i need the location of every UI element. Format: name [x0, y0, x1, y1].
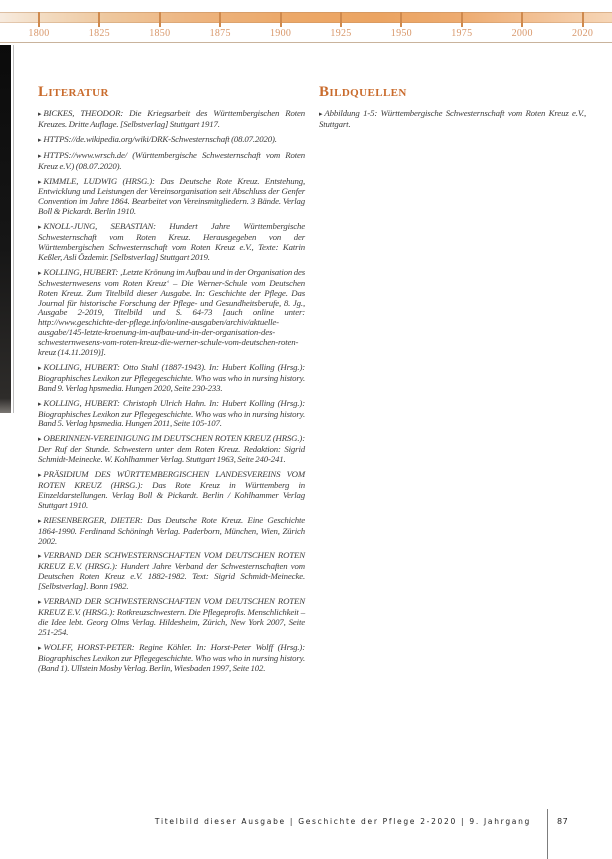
bibliography-entry-text: BICKES, THEODOR: Die Kriegsarbeit des Württembergischen Roten Kreuzes. Dritte Auflage. [Selbstverlag] Stuttgart 1917.: [38, 108, 305, 129]
entry-bullet-icon: ▸: [38, 399, 42, 408]
bibliography-entry: [38, 109, 305, 130]
bibliography-entry-text: KOLLING, HUBERT: ‚Letzte Krönung im Aufbau und in der Organisation des Schwesternwesens vom Roten Kreuz‘ – Die Werner-Schule vom Deutschen Roten Kreuz. Zum Titelbild dieser Ausgabe. In: Geschichte der Pflege. Das Journal für historische Forschung der Pflege- und Gesundheitsberufe, 8. Jg., Ausgabe 2-2019, Titelbild und S. 64-73 [auch online unter: http://www.geschichte-der-pflege.info/online-ausgaben/archiv/aktuelle-ausgabe/145-letzte-kroenung-im-aufbau-und-in-der-organisation-des-schwesternwesens-vom-roten-kreuz-die-werner-schule-vom-deutschen-roten-kreuz (14.11.2019)].: [38, 266, 305, 358]
footer-divider: [547, 809, 548, 859]
entry-bullet-icon: ▸: [38, 471, 42, 480]
entry-bullet-icon: ▸: [38, 110, 42, 118]
bibliography-entry-text: KOLLING, HUBERT: Otto Stahl (1887-1943). In: Hubert Kolling (Hrsg.): Biographisches Lexikon zur Pflegegeschichte. Who was who in nursing history. Band 9. Verlag hpsmedia. Hungen 2020, Seite 230-233.: [38, 361, 305, 393]
bibliography-entry-text: KOLLING, HUBERT: Christoph Ulrich Hahn. In: Hubert Kolling (Hrsg.): Biographisches Lexikon zur Pflegegeschichte. Who was who in nursing history. Band 5. Verlag hpsmedia. Hungen 2011, Seite 105-107.: [38, 397, 305, 429]
entry-bullet-icon: ▸: [38, 435, 42, 444]
timeline-year-label: 1925: [330, 28, 352, 39]
timeline-year-label: 1800: [28, 28, 50, 39]
bibliography-entry: [38, 222, 305, 263]
content-columns: [38, 84, 586, 678]
timeline-tick-icon: [340, 12, 342, 27]
image-source-entry-text: Abbildung 1-5: Württembergische Schwesternschaft vom Roten Kreuz e.V., Stuttgart.: [319, 108, 586, 129]
bibliography-entry: [38, 363, 305, 394]
timeline-tick-icon: [159, 12, 161, 27]
timeline-year-label: 1875: [209, 28, 231, 39]
entry-bullet-icon: ▸: [38, 552, 42, 561]
scan-edge-strip: [0, 45, 11, 413]
bibliography-entry: [38, 399, 305, 430]
timeline-year-label: 1975: [451, 28, 473, 39]
footer-running-title: Titelbild dieser Ausgabe | Geschichte der Pflege 2-2020 | 9. Jahrgang: [154, 817, 531, 826]
entry-bullet-icon: ▸: [319, 110, 323, 118]
bibliography-entry-text: KNOLL-JUNG, SEBASTIAN: Hundert Jahre Württembergische Schwesternschaft vom Roten Kreuz. Herausgegeben von der Württembergischen Schwesternschaft vom Roten Kreuz e.V., Texte: Katrin Keßler, Asli Özdemir. [Selbstverlag] Stuttgart 2019.: [38, 221, 305, 262]
timeline-tick-icon: [582, 12, 584, 27]
timeline-tick-icon: [38, 12, 40, 27]
timeline-tick-icon: [98, 12, 100, 27]
entry-bullet-icon: ▸: [38, 135, 42, 144]
bibliography-entry: [38, 151, 305, 172]
timeline-year-label: 1950: [390, 28, 412, 39]
entry-bullet-icon: ▸: [38, 223, 42, 232]
page-number: 87: [557, 817, 569, 826]
scan-edge-line: [13, 45, 14, 413]
timeline-year-label: 1825: [88, 28, 110, 39]
timeline: [0, 0, 612, 46]
bibliography-entry: [38, 434, 305, 465]
timeline-tick-icon: [219, 12, 221, 27]
bibliography-entry-text: HTTPS://de.wikipedia.org/wiki/DRK-Schwesternschaft (08.07.2020).: [43, 133, 277, 144]
bildquellen-heading: Bildquellen: [319, 84, 407, 100]
timeline-band: [0, 12, 612, 23]
bibliography-entry-text: OBERINNEN-VEREINIGUNG IM DEUTSCHEN ROTEN KREUZ (HRSG.): Der Ruf der Stunde. Schwestern unter dem Roten Kreuz. Redaktion: Sigrid Schmidt-Meinecke. W. Kohlhammer Verlag. Stuttgart 1963, Seite 240-241.: [38, 433, 305, 465]
literatur-heading: Literatur: [38, 84, 109, 100]
timeline-tick-icon: [521, 12, 523, 27]
bibliography-entry: [38, 551, 305, 592]
bibliography-entry: [38, 597, 305, 638]
bibliography-entry: [38, 470, 305, 511]
bibliography-entry-text: RIESENBERGER, DIETER: Das Deutsche Rote Kreuz. Eine Geschichte 1864-1990. Ferdinand Schöningh Verlag. Paderborn, München, Wien, Zürich 2002.: [38, 514, 305, 546]
timeline-tick-icon: [280, 12, 282, 27]
entry-bullet-icon: ▸: [38, 151, 42, 160]
literatur-entries: [38, 109, 305, 673]
entry-bullet-icon: ▸: [38, 516, 42, 525]
bibliography-entry: [38, 643, 305, 674]
entry-bullet-icon: ▸: [38, 177, 42, 186]
bibliography-entry: [38, 516, 305, 547]
timeline-underline: [0, 42, 612, 43]
timeline-tick-icon: [400, 12, 402, 27]
entry-bullet-icon: ▸: [38, 598, 42, 607]
entry-bullet-icon: ▸: [38, 363, 42, 372]
bibliography-entry: [38, 268, 305, 358]
timeline-tick-icon: [461, 12, 463, 27]
bildquellen-entries: [319, 109, 586, 130]
timeline-year-label: 2000: [511, 28, 533, 39]
entry-bullet-icon: ▸: [38, 643, 42, 652]
bibliography-entry-text: KIMMLE, LUDWIG (HRSG.): Das Deutsche Rote Kreuz. Entstehung, Entwicklung und Leistungen der Vereinsorganisation seit Abschluss der Genfer Convention im Jahre 1864. Bearbeitet von Vereinsmitgliedern. 3 Bände. Verlag Boll & Pickardt. Berlin 1910.: [38, 175, 305, 217]
bibliography-entry: [38, 135, 305, 146]
image-source-entry: [319, 109, 586, 130]
bibliography-entry-text: VERBAND DER SCHWESTERNSCHAFTEN VOM DEUTSCHEN ROTEN KREUZ E.V. (HRSG.): Hundert Jahre Verband der Schwesternschaften vom Deutschen Roten Kreuz e.V. 1882-1982. Text: Sigrid Schmidt-Meinecke. [Selbstverlag]. Bonn 1982.: [38, 550, 305, 592]
bibliography-entry-text: VERBAND DER SCHWESTERNSCHAFTEN VOM DEUTSCHEN ROTEN KREUZ E.V. (HRSG.): Rotkreuzschwestern. Die Pflegeprofis. Menschlichkeit – die Idee lebt. Georg Olms Verlag. Hildesheim, Zürich, New York 2007, Seite 251-254.: [38, 596, 305, 637]
bildquellen-column: [319, 84, 586, 678]
bibliography-entry-text: PRÄSIDIUM DES WÜRTTEMBERGISCHEN LANDESVEREINS VOM ROTEN KREUZ (HRSG.): Das Rote Kreuz in Württemberg in Einzeldarstellungen. Verlag Boll & Pickardt. Berlin / Kohlhammer Verlag Stuttgart 1910.: [38, 469, 305, 510]
timeline-year-label: 1900: [269, 28, 292, 39]
timeline-year-label: 1850: [149, 28, 171, 39]
timeline-year-label: 2020: [571, 28, 594, 39]
entry-bullet-icon: ▸: [38, 268, 42, 277]
literatur-column: [38, 84, 305, 678]
bibliography-entry: [38, 177, 305, 218]
bibliography-entry-text: WOLFF, HORST-PETER: Regine Köhler. In: Horst-Peter Wolff (Hrsg.): Biographisches Lexikon zur Pflegegeschichte. Who was who in nursing history. (Band 1). Ullstein Mosby Verlag. Berlin, Wiesbaden 1997, Seite 102.: [38, 641, 305, 673]
bibliography-entry-text: HTTPS://www.wrsch.de/ (Württembergische Schwesternschaft vom Roten Kreuz e.V.) (08.07.2020).: [38, 149, 305, 171]
